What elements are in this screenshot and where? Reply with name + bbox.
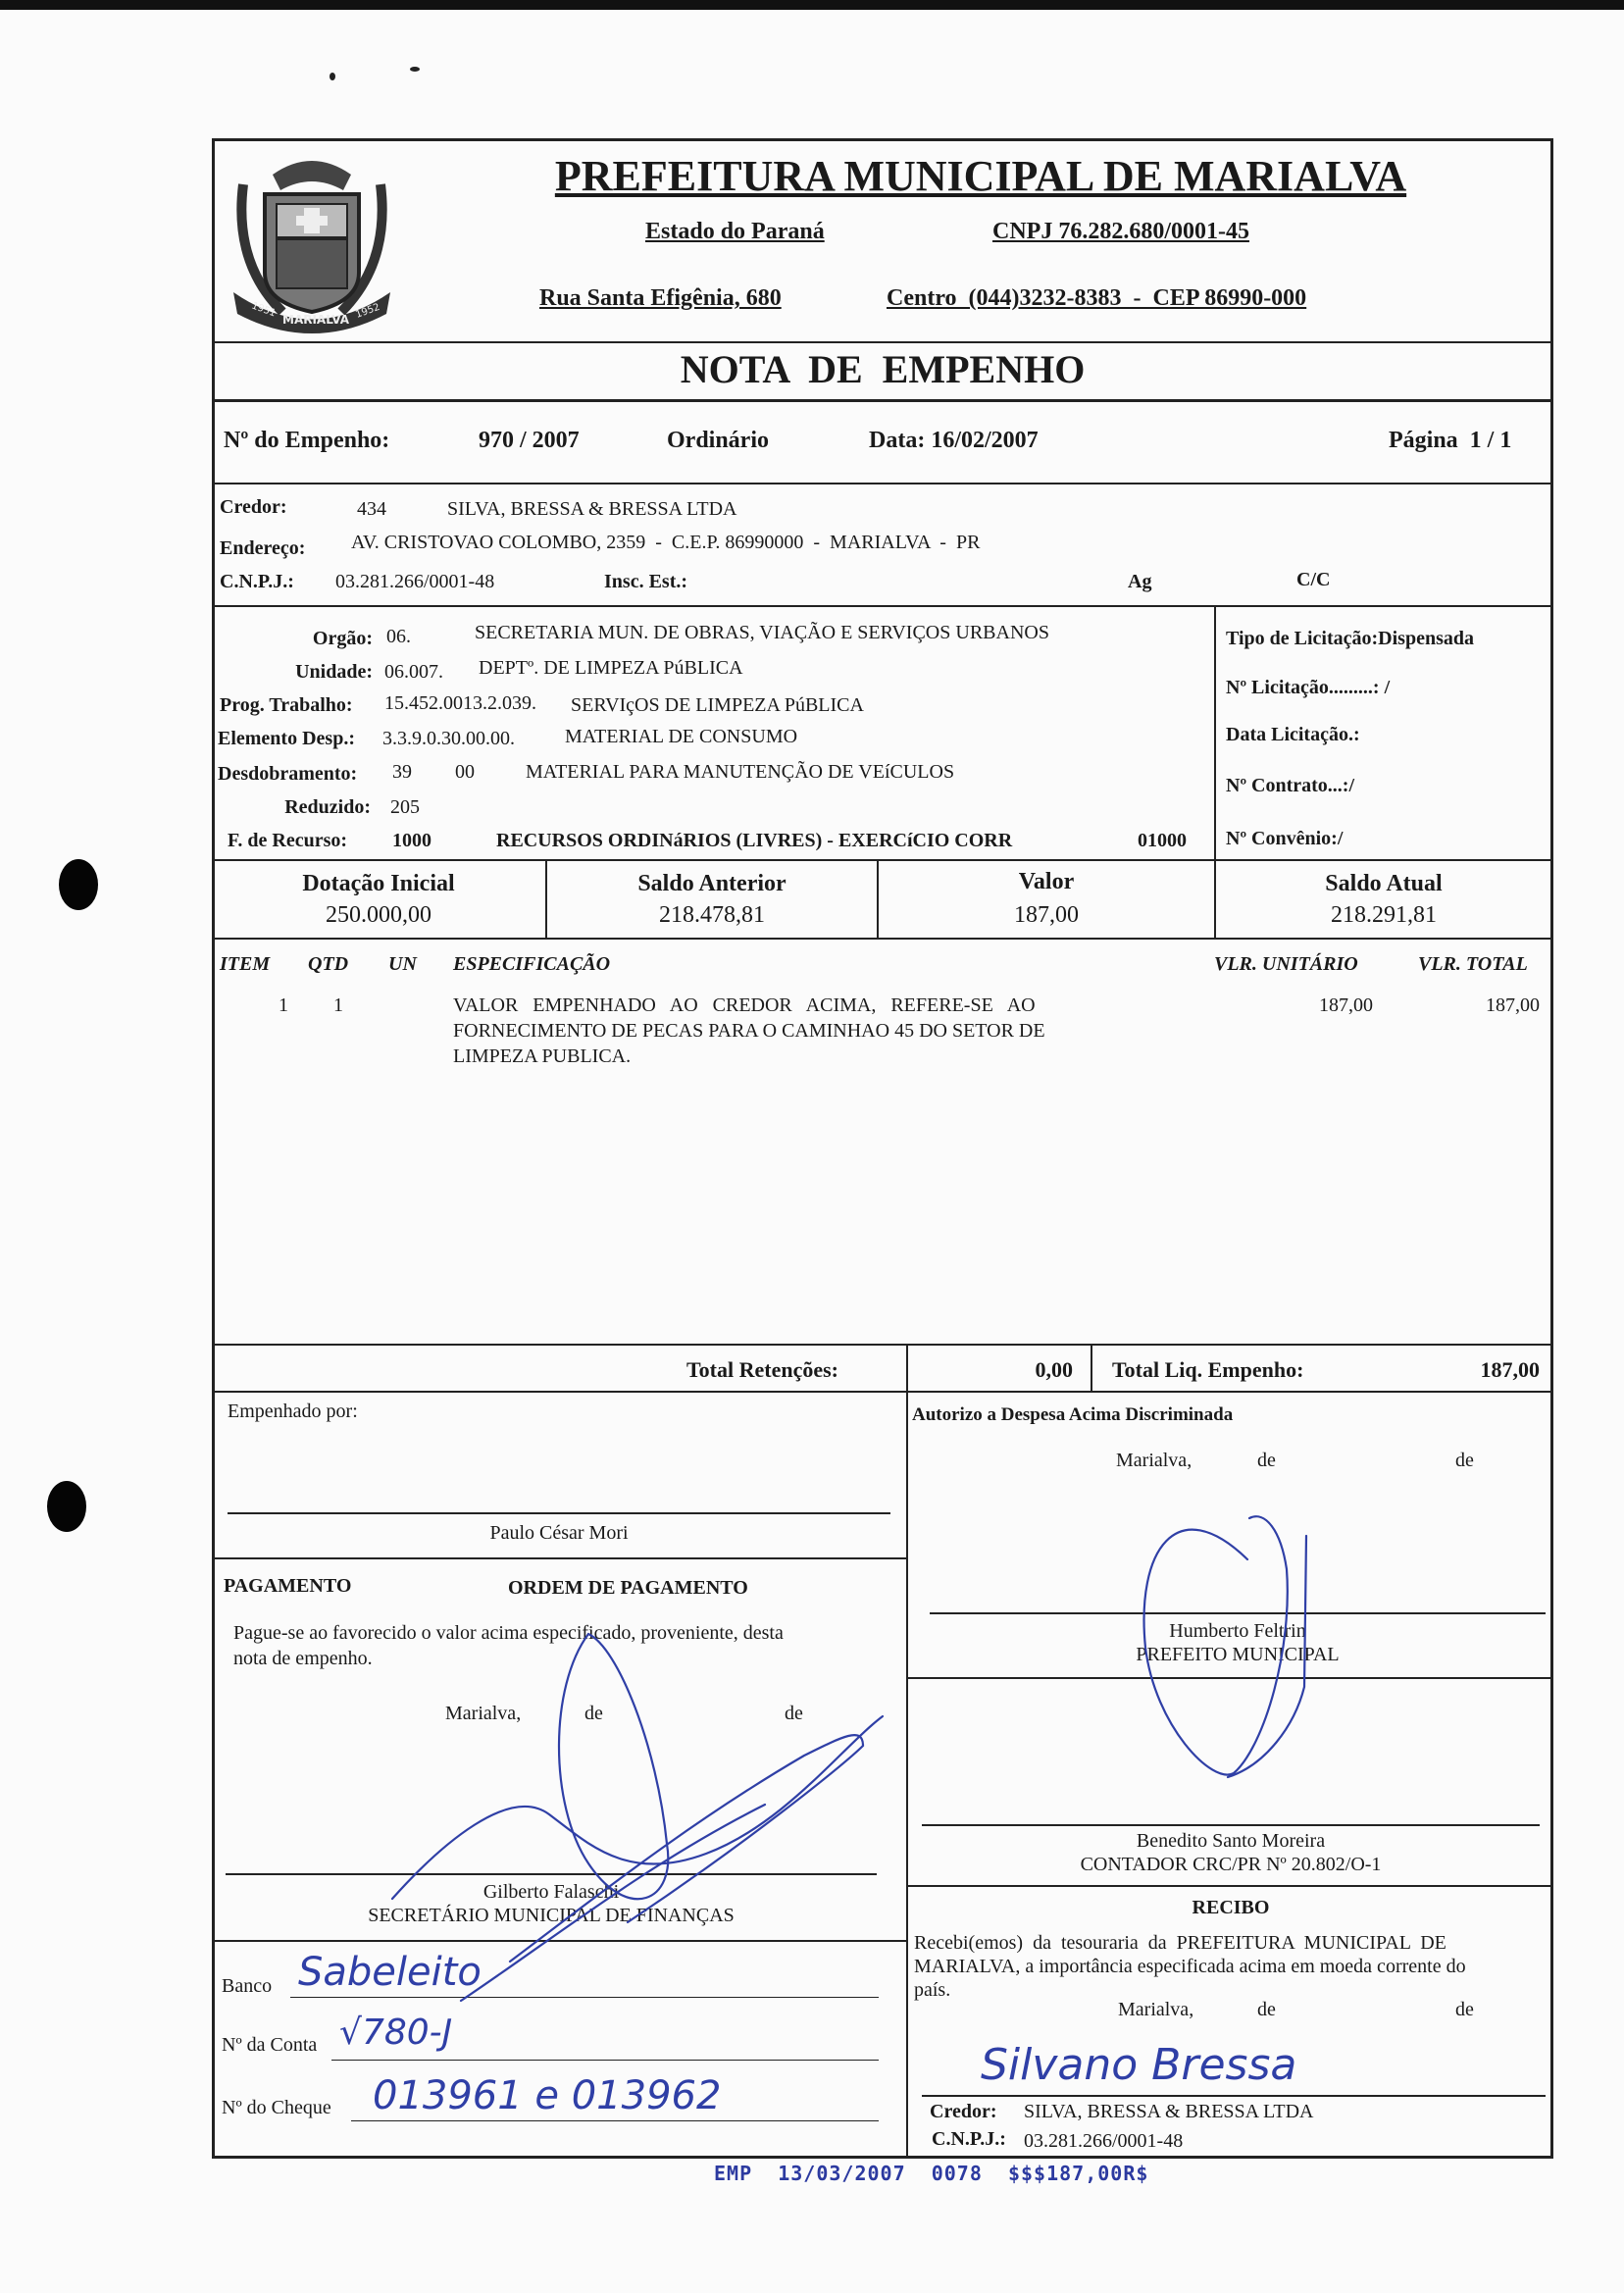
orgao-code: 06. — [386, 626, 411, 647]
recibo-text: país. — [914, 1979, 951, 2001]
municipal-address: Rua Santa Efigênia, 680 — [539, 285, 782, 311]
municipal-contact: Centro (044)3232-8383 - CEP 86990-000 — [887, 285, 1307, 311]
recibo-label: RECIBO — [1192, 1897, 1270, 1918]
credor-cnpj-label: C.N.P.J.: — [220, 571, 294, 592]
recibo-cnpj-label: C.N.P.J.: — [932, 2128, 1006, 2150]
total-liquido-label: Total Liq. Empenho: — [1112, 1357, 1304, 1382]
pague-se-text: Pague-se ao favorecido o valor acima especificado, proveniente, desta — [233, 1622, 784, 1644]
empenho-type: Ordinário — [667, 428, 770, 453]
orgao-label: Orgão: — [312, 628, 373, 649]
prog-trabalho-code: 15.452.0013.2.039. — [384, 692, 536, 714]
elemento-name: MATERIAL DE CONSUMO — [565, 726, 798, 747]
autorizo-date-de: de — [1257, 1450, 1276, 1471]
conta-label: Nº da Conta — [222, 2034, 318, 2056]
dotacao-inicial-label: Dotação Inicial — [302, 871, 455, 896]
valor-label: Valor — [1018, 869, 1075, 894]
reduzido-label: Reduzido: — [284, 796, 371, 818]
pagamento-place: Marialva, — [445, 1703, 522, 1724]
crest-ribbon-text: MARIALVA — [282, 313, 349, 327]
pagamento-date-de: de — [785, 1703, 803, 1724]
col-header-item: ITEM — [220, 953, 271, 975]
ordem-pagamento-label: ORDEM DE PAGAMENTO — [508, 1577, 748, 1599]
credor-code: 434 — [357, 498, 386, 520]
fonte-recurso-name: RECURSOS ORDINáRIOS (LIVRES) - EXERCíCIO CORR — [496, 830, 1013, 851]
desdobramento-subcode: 00 — [455, 761, 475, 783]
banco-label: Banco — [222, 1975, 273, 1997]
municipal-cnpj: CNPJ 76.282.680/0001-45 — [992, 219, 1249, 244]
page-number: Página 1 / 1 — [1389, 428, 1512, 453]
numero-contrato: Nº Contrato...:/ — [1226, 775, 1355, 796]
page-title: PREFEITURA MUNICIPAL DE MARIALVA — [554, 152, 1407, 200]
contador-name: Benedito Santo Moreira — [1136, 1830, 1326, 1852]
dotacao-inicial-value: 250.000,00 — [326, 902, 431, 928]
recibo-place: Marialva, — [1118, 1999, 1194, 2020]
unidade-code: 06.007. — [384, 661, 443, 683]
numero-licitacao: Nº Licitação.........: / — [1226, 677, 1391, 698]
secretario-title: SECRETÁRIO MUNICIPAL DE FINANÇAS — [368, 1905, 735, 1926]
prefeito-signature-stroke — [1144, 1516, 1288, 1774]
desdobramento-code: 39 — [392, 761, 412, 783]
empenho-number: 970 / 2007 — [479, 428, 580, 453]
pagamento-label: PAGAMENTO — [224, 1575, 352, 1597]
recibo-date-de: de — [1455, 1999, 1474, 2020]
secretario-name: Gilberto Falaschi — [482, 1881, 620, 1903]
insc-est-label: Insc. Est.: — [604, 571, 688, 592]
crest-year-right: 1952 — [354, 301, 381, 321]
col-header-un: UN — [388, 953, 417, 975]
fonte-recurso-code: 1000 — [392, 830, 431, 851]
recibo-text: Recebi(emos) da tesouraria da PREFEITURA MUNICIPAL DE — [914, 1932, 1446, 1954]
fonte-recurso-code2: 01000 — [1138, 830, 1187, 851]
col-header-especificacao: ESPECIFICAÇÃO — [453, 953, 611, 975]
saldo-atual-value: 218.291,81 — [1331, 902, 1437, 928]
agency-label: Ag — [1128, 571, 1152, 592]
numero-convenio: Nº Convênio:/ — [1226, 828, 1344, 849]
reduzido-code: 205 — [390, 796, 420, 818]
autorizo-label: Autorizo a Despesa Acima Discriminada — [912, 1404, 1234, 1425]
empenhado-por-label: Empenhado por: — [228, 1401, 358, 1422]
valor-value: 187,00 — [1014, 902, 1079, 928]
credor-address: AV. CRISTOVAO COLOMBO, 2359 - C.E.P. 86990000 - MARIALVA - PR — [351, 532, 981, 553]
recibo-credor-label: Credor: — [930, 2101, 997, 2122]
item-spec-line: LIMPEZA PUBLICA. — [453, 1045, 632, 1067]
unidade-label: Unidade: — [295, 661, 373, 683]
empenho-date: Data: 16/02/2007 — [869, 428, 1039, 453]
item-spec-line: FORNECIMENTO DE PECAS PARA O CAMINHAO 45 DO SETOR DE — [453, 1020, 1045, 1042]
pagamento-date-de: de — [584, 1703, 603, 1724]
saldo-anterior-value: 218.478,81 — [659, 902, 765, 928]
secretario-signature-stroke — [559, 1634, 668, 1899]
banco-handwritten: Sabeleito — [298, 1950, 482, 1995]
secretario-signature-stroke — [392, 1716, 883, 1899]
prefeito-title: PREFEITO MUNICIPAL — [1136, 1644, 1340, 1665]
data-licitacao: Data Licitação.: — [1226, 724, 1360, 745]
credor-cnpj: 03.281.266/0001-48 — [335, 571, 495, 592]
elemento-code: 3.3.9.0.30.00.00. — [382, 728, 515, 749]
total-retencoes-label: Total Retenções: — [686, 1357, 838, 1382]
credor-name: SILVA, BRESSA & BRESSA LTDA — [447, 498, 737, 520]
item-qtd: 1 — [333, 994, 343, 1016]
credor-signature: Silvano Bressa — [981, 2040, 1297, 2090]
bank-stamp: EMP 13/03/2007 0078 $$$187,00R$ — [714, 2162, 1149, 2185]
pague-se-text: nota de empenho. — [233, 1648, 373, 1669]
autorizo-place: Marialva, — [1116, 1450, 1193, 1471]
prog-trabalho-name: SERVIçOS DE LIMPEZA PúBLICA — [571, 694, 864, 716]
fonte-recurso-label: F. de Recurso: — [228, 830, 348, 851]
recibo-date-de: de — [1257, 1999, 1276, 2020]
contador-title: CONTADOR CRC/PR Nº 20.802/O-1 — [1080, 1854, 1382, 1875]
prefeito-name: Humberto Feltrin — [1169, 1620, 1306, 1642]
prog-trabalho-label: Prog. Trabalho: — [220, 694, 353, 716]
empenhado-por-name: Paulo César Mori — [489, 1522, 629, 1544]
recibo-credor-name: SILVA, BRESSA & BRESSA LTDA — [1024, 2101, 1314, 2122]
prefeito-signature-stroke — [1228, 1536, 1306, 1777]
item-total-value: 187,00 — [1486, 994, 1540, 1016]
cheque-handwritten: 013961 e 013962 — [373, 2073, 722, 2118]
account-label: C/C — [1296, 569, 1331, 590]
autorizo-date-de: de — [1455, 1450, 1474, 1471]
recibo-cnpj: 03.281.266/0001-48 — [1024, 2130, 1184, 2152]
orgao-name: SECRETARIA MUN. DE OBRAS, VIAÇÃO E SERVIÇOS URBANOS — [475, 622, 1049, 643]
tipo-licitacao: Tipo de Licitação:Dispensada — [1226, 628, 1474, 649]
saldo-anterior-label: Saldo Anterior — [637, 871, 787, 896]
col-header-total-value: VLR. TOTAL — [1418, 953, 1528, 975]
empenho-number-label: Nº do Empenho: — [224, 428, 390, 453]
unidade-name: DEPTº. DE LIMPEZA PúBLICA — [479, 657, 743, 679]
elemento-label: Elemento Desp.: — [218, 728, 355, 749]
item-unit-value: 187,00 — [1319, 994, 1373, 1016]
item-number: 1 — [279, 994, 288, 1016]
desdobramento-label: Desdobramento: — [218, 763, 358, 785]
recibo-text: MARIALVA, a importância especificada acima em moeda corrente do — [914, 1956, 1466, 1977]
secretario-signature-stroke — [461, 1805, 765, 2001]
saldo-atual-label: Saldo Atual — [1325, 871, 1443, 896]
item-spec-line: VALOR EMPENHADO AO CREDOR ACIMA, REFERE-SE AO — [453, 994, 1036, 1016]
desdobramento-name: MATERIAL PARA MANUTENÇÃO DE VEíCULOS — [526, 761, 955, 783]
col-header-unit-value: VLR. UNITÁRIO — [1214, 953, 1358, 975]
state-name: Estado do Paraná — [645, 219, 825, 244]
document-title: NOTA DE EMPENHO — [680, 347, 1086, 391]
total-liquido-value: 187,00 — [1480, 1357, 1540, 1382]
conta-handwritten: √780-J — [339, 2013, 453, 2053]
credor-address-label: Endereço: — [220, 537, 306, 559]
cheque-label: Nº do Cheque — [222, 2097, 331, 2118]
crest-year-left: 1951 — [249, 300, 278, 320]
credor-label: Credor: — [220, 496, 287, 518]
col-header-qtd: QTD — [308, 953, 349, 975]
total-retencoes-value: 0,00 — [1035, 1357, 1073, 1382]
